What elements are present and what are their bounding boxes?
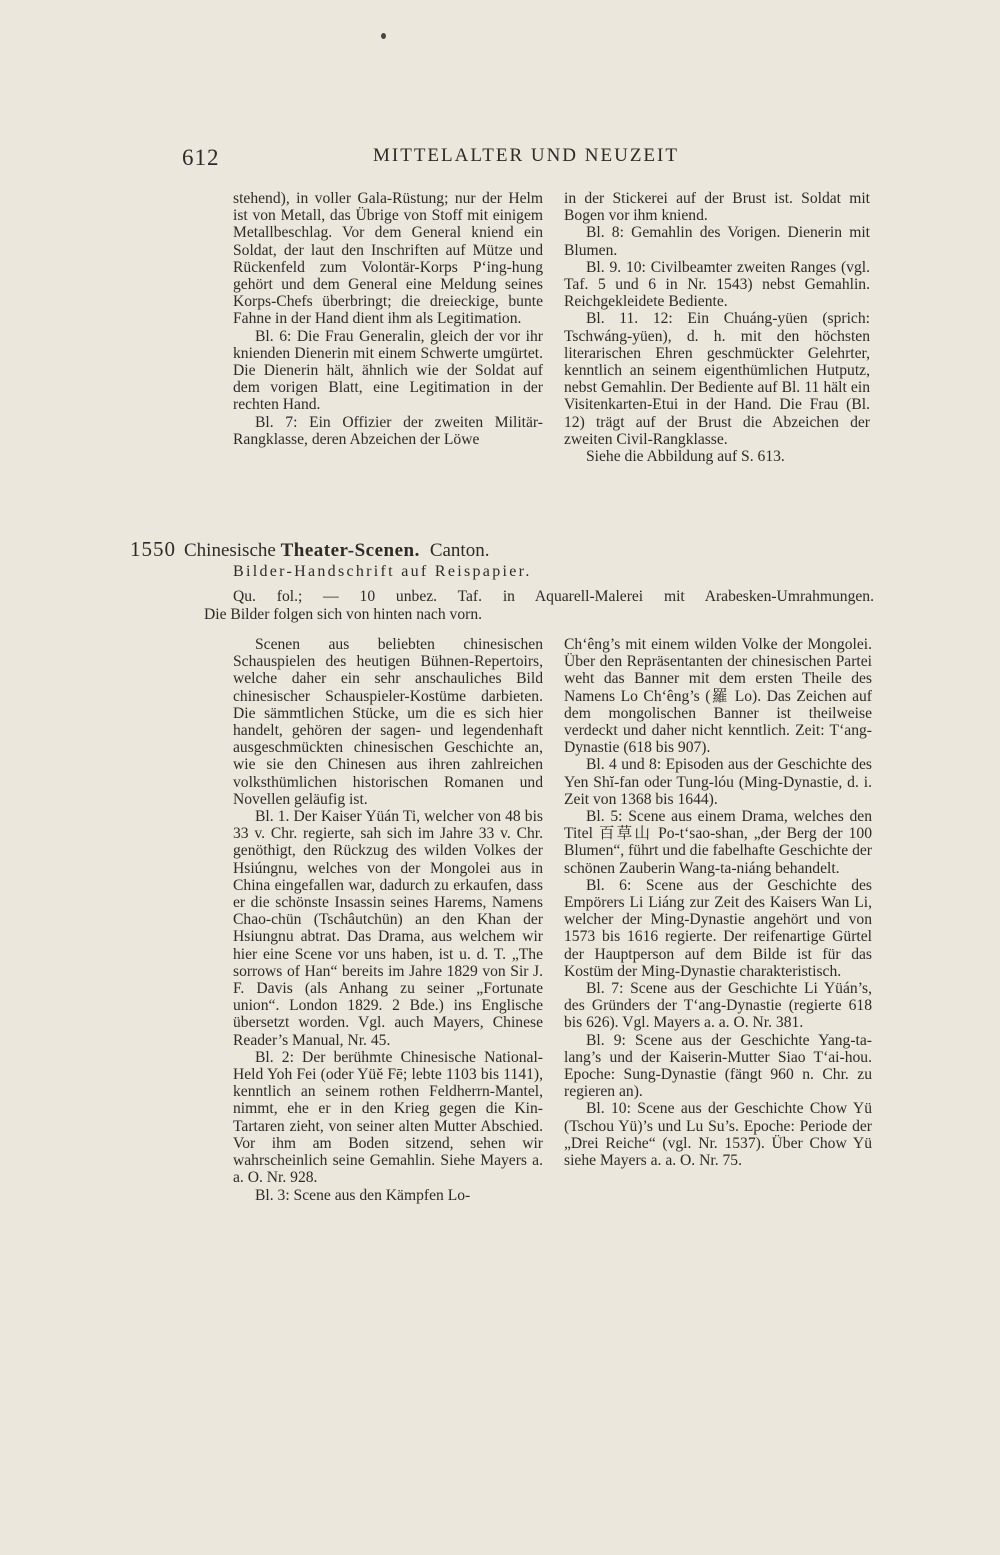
entry-description-line: Qu. fol.; — 10 unbez. Taf. in Aquarell-Malerei mit Arabesken-Umrahmungen. — [233, 588, 874, 605]
paragraph: stehend), in voller Gala-Rüstung; nur der Helm ist von Metall, das Übrige von Stoff mit einigem Metallbeschlag. Vor dem General kniend ein Soldat, der laut den Inschriften auf Mütze und Rückenfeld zum Volontär-Korps P‘ing-hung gehört und dem General eine Meldung seines Korps-Chefs überbringt; die dreieckige, bunte Fahne in der Hand dient ihm als Legitimation. — [233, 190, 543, 328]
page-header — [0, 145, 1000, 175]
entry-title — [184, 540, 420, 561]
bottom-right-column — [564, 636, 872, 1169]
entry-title-bold: Theater-Scenen. — [280, 540, 420, 561]
catalog-entry-heading — [130, 537, 890, 565]
paragraph: Bl. 5: Scene aus einem Drama, welches den Titel 百草山 Po-t‘sao-shan, „der Berg der 100 Blumen“, führt und die fabelhafte Geschichte der schönen Zauberin Wang-ta-niáng behandelt. — [564, 808, 872, 877]
paragraph: in der Stickerei auf der Brust ist. Soldat mit Bogen vor ihm kniend. — [564, 190, 870, 225]
entry-description-line: Die Bilder folgen sich von hinten nach vorn. — [204, 605, 483, 623]
paragraph: Bl. 2: Der berühmte Chinesische National-Held Yoh Fei (oder Yüĕ Fē; lebte 1103 bis 1141), kenntlich an seinem rothen Feldherrn-Mantel, nimmt, ehe er in den Krieg gegen die Kin-Tartaren zieht, von seiner alten Mutter Abschied. Vor ihm am Boden sitzend, sehen wir wahrscheinlich seine Gemahlin. Siehe Mayers a. a. O. Nr. 928. — [233, 1048, 543, 1187]
paragraph: Bl. 7: Ein Offizier der zweiten Militär-Rangklasse, deren Abzeichen der Löwe — [233, 413, 543, 448]
top-left-column — [233, 190, 543, 448]
entry-number: 1550 — [130, 537, 176, 561]
paragraph: Siehe die Abbildung auf S. 613. — [586, 448, 785, 466]
page-number: 612 — [182, 145, 220, 170]
paragraph: Bl. 4 und 8: Episoden aus der Geschichte des Yen Shĭ-fan oder Tung-lóu (Ming-Dynastie, d. i. Zeit von 1368 bis 1644). — [564, 756, 872, 808]
paragraph: Bl. 1. Der Kaiser Yüán Ti, welcher von 48 bis 33 v. Chr. regierte, sah sich im Jahre 33 v. Chr. genöthigt, den Rückzug des wilden Volkes der Hsiúngnu, welches von der Mongolei aus in China eingefallen war, dadurch zu erkaufen, dass er die schönste Insassin seines Harems, Namens Chao-chün (Tschâutchün) an den Khan der Hsiungnu abtrat. Das Drama, aus welchem wir hier eine Scene vor uns haben, ist u. d. T. „The sorrows of Han“ bereits im Jahre 1829 von Sir J. F. Davis (als Anhang zu seiner „Fortunate union“. London 1829. 2 Bde.) ins Englische übersetzt worden. Vgl. auch Mayers, Chinese Reader’s Manual, Nr. 45. — [233, 808, 543, 1049]
paragraph: Bl. 9. 10: Civilbeamter zweiten Ranges (vgl. Taf. 5 und 6 in Nr. 1543) nebst Gemahlin. Reichgekleidete Bediente. — [564, 258, 870, 311]
paragraph: Bl. 3: Scene aus den Kämpfen Lo- — [255, 1186, 471, 1204]
top-right-column — [564, 190, 870, 465]
print-mark — [381, 33, 386, 39]
paragraph: Bl. 6: Die Frau Generalin, gleich der vor ihr knienden Dienerin mit einem Schwerte umgürtet. Die Dienerin hält, ähnlich wie der Soldat auf dem vorigen Blatt, eine Legitimation in der rechten Hand. — [233, 327, 543, 414]
paragraph: Bl. 10: Scene aus der Geschichte Chow Yü (Tschou Yü)’s und Lu Su’s. Epoche: Periode der „Drei Reiche“ (vgl. Nr. 1537). Über Chow Yü siehe Mayers a. a. O. Nr. 75. — [564, 1100, 872, 1170]
paragraph: Scenen aus beliebten chinesischen Schauspielen des heutigen Bühnen-Repertoirs, welche daher ein sehr anschauliches Bild chinesischer Schauspieler-Kostüme darbieten. Die sämmtlichen Stücke, um die es sich hier handelt, gehören der sagen- und legendenhaft ausgeschmückten chinesischen Geschichte an, wie sie den Chinesen aus ihren zahlreichen volksthümlichen historischen Romanen und Novellen geläufig ist. — [233, 636, 543, 808]
entry-description — [204, 588, 874, 623]
paragraph: Bl. 11. 12: Ein Chuáng-yüen (sprich: Tschwáng-yüen), d. h. mit den höchsten literarischen Ehren geschmückter Gelehrter, kenntlich an seinem eigenthümlichen Hutputz, nebst Gemahlin. Der Bediente auf Bl. 11 hält ein Visitenkarten-Etui in der Hand. Die Frau (Bl. 12) trägt auf der Brust die Abzeichen der zweiten Civil-Rangklasse. — [564, 310, 870, 448]
paragraph: Bl. 6: Scene aus der Geschichte des Empörers Li Liáng zur Zeit des Kaisers Wan Li, welcher der Ming-Dynastie angehört und von 1573 bis 1616 regierte. Der reifenartige Gürtel der Hauptperson auf dem Bilde ist für das Kostüm der Ming-Dynastie charakteristisch. — [564, 876, 872, 980]
paragraph: Bl. 8: Gemahlin des Vorigen. Dienerin mit Blumen. — [564, 224, 870, 259]
entry-place: Canton. — [429, 540, 490, 561]
entry-title-prefix: Chinesische — [184, 540, 276, 561]
paragraph: Bl. 7: Scene aus der Geschichte Li Yüán’s, des Gründers der T‘ang-Dynastie (regierte 618 bis 626). Vgl. Mayers a. a. O. Nr. 381. — [564, 980, 872, 1032]
bottom-left-column — [233, 636, 543, 1204]
paragraph: Ch‘êng’s mit einem wilden Volke der Mongolei. Über den Repräsentanten der chinesischen Partei weht das Banner mit dem ersten Theile des Namens Lo Ch‘êng’s (羅 Lo). Das Zeichen auf dem mongolischen Banner ist theilweise verdeckt und daher nicht kenntlich. Zeit: T‘ang-Dynastie (618 bis 907). — [564, 636, 872, 757]
running-title: MITTELALTER UND NEUZEIT — [373, 145, 679, 166]
paragraph: Bl. 9: Scene aus der Geschichte Yang-ta-lang’s und der Kaiserin-Mutter Siao T‘ai-hou. Epoche: Sung-Dynastie (fängt 960 n. Chr. zu regieren an). — [564, 1031, 872, 1101]
entry-subtitle: Bilder-Handschrift auf Reispapier. — [233, 563, 532, 580]
